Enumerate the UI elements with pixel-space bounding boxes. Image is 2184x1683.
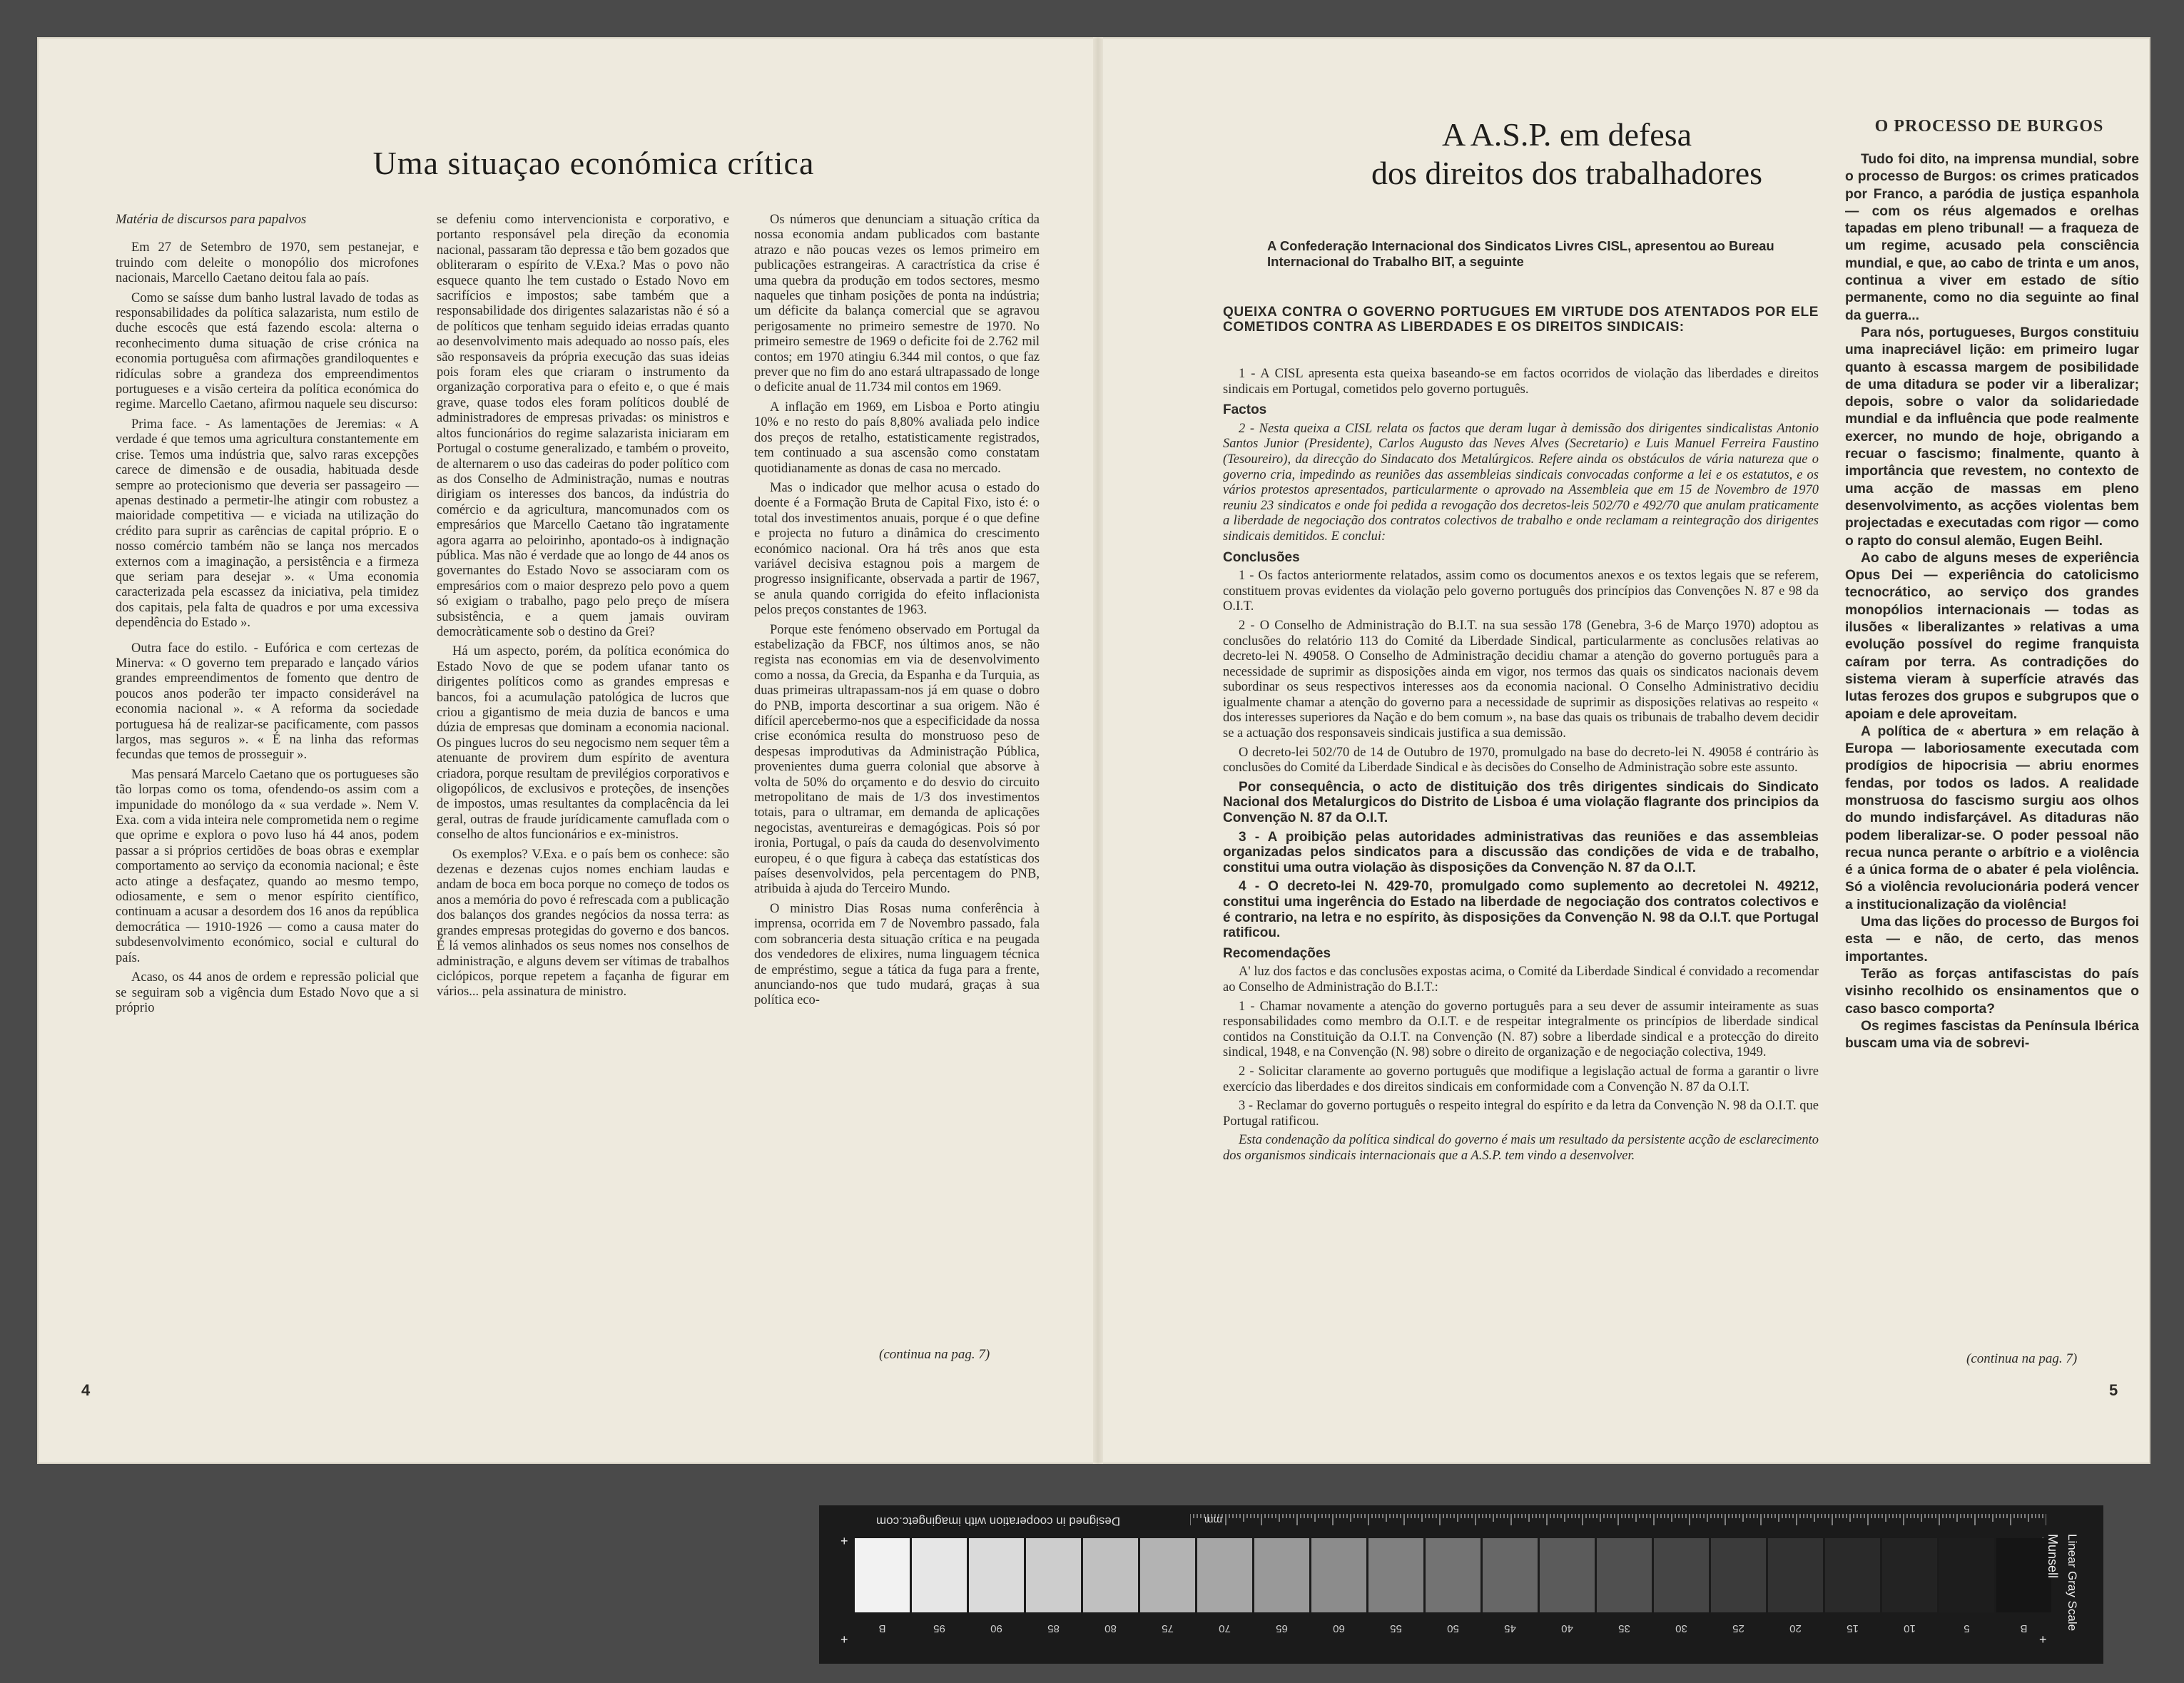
gray-swatch xyxy=(969,1538,1024,1612)
right-page xyxy=(1103,37,2150,1464)
paragraph: Os exemplos? V.Exa. e o país bem os conhece: são dezenas e dezenas cujos nomes enchiam laudas e andam de boca em boca porque no começo de todos os anos a memória do povo é refrescada com a publicação dos balanços dos grandes negócios da nossa terra: as grandes empresas protegidas do governo e dos bancos. É lá vemos alinhados os seus nomes nos conselhos de administração, e alguns devem ser vítimas de trabalhos ciclópicos, porque repetem a façanha de figurar em vários... pela assinatura de ministro. xyxy=(437,847,729,1000)
gray-swatch xyxy=(912,1538,967,1612)
swatch-label: 50 xyxy=(1447,1622,1459,1634)
paragraph: Esta condenação da política sindical do governo é mais um resultado da persistente acção de esclarecimento dos organismos sindicais internacionais que a A.S.P. tem vindo a desenvolver. xyxy=(1223,1133,1819,1163)
registration-mark: + xyxy=(840,1632,848,1647)
paragraph: 2 - Nesta queixa a CISL relata os factos que deram lugar à demissão dos dirigentes sindicalistas Antonio Santos Junior (Presidente), Carlos Augusto das Neves Alves (Secretario) e Luis Manuel Ferreira Faustino (Tesoureiro), da direcção do Sindacato dos Metalúrgicos. Refere ainda os obstáculos de vária natureza que o governo cria, impedindo as reuniões das assembleias sindicais convocadas conforme a lei e os estatutos, e os vários protestos apresentados, particularmente o aprovado na Assembleia que em 15 de Novembro de 1970 reuniu 23 sindicatos e onde foi pedida a revogação dos decretos-leis 502/70 e 492/70 que anulam praticamente a liberdade de negociação dos contratos colectivos de trabalho e onde reclamam a reintegração dos dirigentes sindicais demitidos. E conclui: xyxy=(1223,421,1819,544)
lede: Matéria de discursos para papalvos xyxy=(116,213,307,227)
swatch-label: 70 xyxy=(1219,1622,1231,1634)
left-page xyxy=(37,37,1093,1464)
section-heading: Conclusões xyxy=(1223,549,1300,565)
gray-swatch xyxy=(1254,1538,1309,1612)
title-line-2: dos direitos dos trabalhadores xyxy=(1371,155,1763,191)
paragraph: se defeniu como intervencionista e corporativo, e portanto responsável pela direção da economia nacional, passaram tão depressa e tão bem gozados que obliteraram o espírito de V.Exa.? Mas o povo não esquece quanto lhe tem custado o Estado Novo em sacrifícios e impostos; sabe também que a responsabilidade dos dirigentes salazaristas não é só a de políticos que tenham seguido ideias erradas quanto ao desenvolvimento mais adequado ao nosso país, eles são responsaveis da própria execução das suas ideias pois foram eles que criaram o instrumento da organização corporativa para o efeito e, o que é mais grave, quase todos eles foram políticos doublé de administradores de empresas privadas: os ministros e altos funcionários do regime salazarista iniciaram em Portugal o costume generalizado, e também o proveito, de alternarem o uso das cadeiras do poder político com as dos Conselho de Administração, numas e noutras dirigiam os interesses dos bancos, da indústria do comércio e da agricultura, mancomunados com os empresários que Marcello Caetano tão ingratamente agora agarra ao peloirinho, apontado-os à indignação pública. Mas não é verdade que ao longo de 44 anos os governantes do Estado Novo se associaram com os empresários com o maior desprezo pelo povo a quem só exigiam o trabalho, pago pelo preço de mísera subsistência, e a quem jamais ouviram democràticamente sob o destino da Grei? xyxy=(437,213,729,639)
swatch-label: 80 xyxy=(1104,1622,1117,1634)
paragraph: O ministro Dias Rosas numa conferência à imprensa, ocorrida em 7 de Novembro passado, fala com sobranceria desta situação crítica e na peugada dos vendedores de elixires, numa linguagem técnica de empréstimo, segue a tática da fuga para a frente, anunciando-nos que tudo mudará, graças à sua política eco- xyxy=(754,901,1040,1008)
gray-swatch xyxy=(1939,1538,1994,1612)
paragraph: Uma das lições do processo de Burgos foi esta — e não, de certo, das menos importantes. xyxy=(1845,915,2139,965)
bold-paragraph: Por consequência, o acto de distituição dos três dirigentes sindicais do Sindicato Nacional dos Metalurgicos do Distrito de Lisboa é uma violação flagrante dos principios da Convenção N. 87 da O.I.T. xyxy=(1223,779,1819,826)
paragraph: A política de « abertura » em relação à Europa — laboriosamente executada com prodígios de hipocrisia — abriu enormes fendas, por todos os lados. A realidade monstruosa do fascismo surgiu aos olhos do mundo indisfarçável. As ditaduras não podem liberalizar-se. O poder pessoal não recua nunca perante o arbítrio e a violência é a única forma de o abater é pela violência. Só a violência revolucionária poderá vencer a institucionalização da violência! xyxy=(1845,723,2139,912)
bold-paragraph: 3 - A proibição pelas autoridades administrativas das reuniões e das assembleias organizadas pelos sindicatos para a discussão das condições de vida e de trabalho, constitui uma outra violação às disposições da Convenção N. 87 da O.I.T. xyxy=(1223,829,1819,875)
paragraph: 1 - Chamar novamente a atenção do governo português para a seu dever de assumir inteiramente as suas responsabilidades como membro da O.I.T. e de respeitar integralmente os princípios de liberdade sindical contidos na Constituição da O.I.T. na Convenção (N. 87) sobre a liberdade sindical e a protecção do direito sindical, 1948, e na Convenção (N. 98) sobre o direito de organização e de negociação colectiva, 1949. xyxy=(1223,999,1819,1060)
sidebar-title: O PROCESSO DE BURGOS xyxy=(1874,117,2104,136)
gray-swatch xyxy=(1083,1538,1138,1612)
intro: A Confederação Internacional dos Sindicatos Livres CISL, apresentou ao Bureau Internacional do Trabalho BIT, a seguinte xyxy=(1267,238,1774,269)
column-1 xyxy=(116,213,419,1368)
paragraph: 3 - Reclamar do governo português o respeito integral do espírito e da letra da Convenção N. 98 da O.I.T. que Portugal ratificou. xyxy=(1223,1099,1819,1129)
gray-swatch xyxy=(855,1538,910,1612)
swatch-label: 55 xyxy=(1390,1622,1402,1634)
gray-swatch xyxy=(1597,1538,1652,1612)
munsell-brand xyxy=(2045,1534,2088,1655)
article-title xyxy=(1317,116,1817,193)
paragraph: Os regimes fascistas da Península Ibérica buscam uma via de sobrevi- xyxy=(1845,1018,2139,1052)
swatch-label: 65 xyxy=(1276,1622,1288,1634)
paragraph: Mas o indicador que melhor acusa o estado do doente é a Formação Bruta de Capital Fixo, isto é: o total dos investimentos anuais, porque é o que define e projecta no futuro a dinâmica do crescimento económico nacional. Ora há três anos que esta variável decisiva estagnou pois a margem de progresso insignificante, observada a partir de 1967, se anula quando corrigida do efeito inflacionista pelos preços constantes de 1963. xyxy=(754,480,1040,618)
paragraph: Como se saísse dum banho lustral lavado de todas as responsabilidades da política salazarista, num estilo de duche escocês que está fazendo escola: alterna o reconhecimento duma situação de crise crónica na economia portuguêsa com afirmações grandiloquentes e ridículas sobre a grandeza dos empreendimentos portugueses e a visão certeira da política económica do regime. Marcello Caetano, afirmou naquele seu discurso: xyxy=(116,290,419,412)
paragraph: 2 - Solicitar claramente ao governo português que modifique a legislação actual de forma a garantir o livre exercício das liberdades e dos direitos sindicais em conformidade com a Convenção N. 87 da O.I.T. xyxy=(1223,1064,1819,1094)
paragraph: Os números que denunciam a situação crítica da nossa economia andam publicados com bastante atrazo e não poucas vezes os lemos primeiro em publicações estrangeiras. A caractrística da crise é uma quebra da produção em todos sectores, mesmo naqueles que tinham posições de ponta na indústria; um déficite da balança comercial que se agravou perigosamente no primeiro semestre de 1970. No primeiro semestre de 1969 o deficite foi de 2.762 mil contos; em 1970 atingiu 6.344 mil contos, o que faz prever que no fim do ano estará ultrapassado de longe o deficite anual de 11.734 mil contos em 1969. xyxy=(754,213,1040,395)
gray-swatch xyxy=(1483,1538,1538,1612)
ruler-unit: mm xyxy=(1204,1514,1222,1526)
swatch-labels xyxy=(855,1622,2051,1634)
column-3 xyxy=(754,213,1040,1347)
magazine-spread xyxy=(37,37,2150,1464)
registration-mark: + xyxy=(2039,1632,2047,1647)
paragraph: Tudo foi dito, na imprensa mundial, sobre o processo de Burgos: os crimes praticados por Franco, a paródia de justiça espanhola — com os réus algemados e orelhas tapadas em pleno tribunal! — a fraqueza de um regime, acusado pela consciência mundial, e que, ao cabo de trinta e um anos, continua a viver em estado de sítio permanente, como no dia seguinte ao final da guerra... xyxy=(1845,152,2139,323)
center-fold xyxy=(1093,37,1103,1464)
gray-swatch xyxy=(1426,1538,1480,1612)
section-heading: Factos xyxy=(1223,402,1267,418)
article-title: Uma situaçao económica crítica xyxy=(372,145,815,181)
gray-swatch xyxy=(1882,1538,1937,1612)
gray-swatch xyxy=(1311,1538,1366,1612)
gray-swatch xyxy=(1654,1538,1709,1612)
swatch-label: 30 xyxy=(1675,1622,1687,1634)
gray-swatch xyxy=(1026,1538,1081,1612)
gray-swatch xyxy=(1996,1538,2051,1612)
swatch-label: 45 xyxy=(1504,1622,1516,1634)
section-heading: Recomendações xyxy=(1223,945,1331,961)
paragraph: Terão as forças antifascistas do país visinho recolhido os ensinamentos que o caso basco comporta? xyxy=(1845,966,2139,1017)
paragraph: A' luz dos factos e das conclusões expostas acima, o Comité da Liberdade Sindical é convidado a recomendar ao Conselho de Administração do B.I.T.: xyxy=(1223,965,1819,995)
swatch-label: 60 xyxy=(1333,1622,1345,1634)
paragraph: A inflação em 1969, em Lisboa e Porto atingiu 10% e no resto do país 8,80% avaliada pelo indice dos preços de retalho, estatisticamente registrados, tem continuado a sua ascensão como constatam quotidianamente as donas de casa no mercado. xyxy=(754,400,1040,476)
gray-swatch xyxy=(1540,1538,1595,1612)
registration-mark: + xyxy=(840,1534,848,1548)
paragraph: Acaso, os 44 anos de ordem e repressão policial que se seguiram sob a vigência dum Estado Novo que a si próprio xyxy=(116,970,419,1015)
paragraph: 1 - A CISL apresenta esta queixa baseando-se em factos ocorridos de violação das liberdades e direitos sindicais em Portugal, cometidos pelo governo português. xyxy=(1223,367,1819,397)
paragraph: Em 27 de Setembro de 1970, sem pestanejar, e truindo com deleite o monopólio dos microfones nacionais, Marcello Caetano deitou fala ao país. xyxy=(116,240,419,286)
column-2 xyxy=(437,213,729,1368)
swatch-label: B xyxy=(2020,1622,2028,1634)
paragraph: 2 - O Conselho de Administração do B.I.T. na sua sessão 178 (Genebra, 3-6 de Março 1970) adoptou as conclusões do relatório 113 do Comité da Liberdade Sindical, particularmente as conclusões relativas ao decreto-lei N. 49058. O Conselho de Administração decidiu chamar a atenção do governo português para a necessidade de suprimir as disposições ainda em vigor, nos termos das quais os sindicatos nacionais devem subordinar os seus respectivos interesses aos da economia nacional. O Conselho Administrativo decidiu igualmente chamar a atenção do governo para a necessidade de suprimir as disposições relativas ao respeito « dos interesses superiores da Nação e do bem comum », na base das quais os tribunais de trabalho devem decidir se a actuação dos responsaveis sindicais justifica a sua demissão. xyxy=(1223,618,1819,741)
paragraph: Outra face do estilo. - Eufórica e com certezas de Minerva: « O governo tem preparado e lançado vários grandes empreendimentos de fomento que dentro de poucos anos poderão ter impacto considerável na economia nacional ». « A reforma da sociedade portuguesa há de realizar-se pacificamente, com passos largos, mas seguros ». « É na linha das reformas fecundas que temos de prosseguir ». xyxy=(116,641,419,763)
title-line-1: A A.S.P. em defesa xyxy=(1441,116,1692,153)
bold-paragraph: 4 - O decreto-lei N. 429-70, promulgado como suplemento ao decretolei N. 49212, constitui uma ingerência do Estado na liberdade de negociação dos contratos colectivos e é contrario, na letra e no espírito, às disposições da Convenção N. 98 da O.I.T. que Portugal ratificou. xyxy=(1223,879,1819,941)
complaint-body xyxy=(1223,367,1819,1168)
paragraph: Mas pensará Marcelo Caetano que os portugueses são tão lorpas como os toma, ofendendo-os assim com a impunidade do monólogo da « sua verdade ». Nem V. Exa. com a vida inteira nele comprometida nem o regime que oprime e explora o povo luso há 44 anos, podem passar a si próprios certidões de boas obras e exemplar comportamento ao serviço da economia nacional; e êste acto atinge a desfaçatez, quando ao mesmo tempo, odiosamente, e sem o menor espírito científico, continuam a acusar a desordem dos 16 anos da república democrática — 1910-1926 — como a causa mater do subdesenvolvimento económico, social e cultural do país. xyxy=(116,767,419,965)
continued-note: (continua na pag. 7) xyxy=(1966,1351,2078,1366)
swatch-label: 5 xyxy=(1964,1622,1970,1634)
complaint-heading: QUEIXA CONTRA O GOVERNO PORTUGUES EM VIRTUDE DOS ATENTADOS POR ELE COMETIDOS CONTRA AS LIBERDADES E OS DIREITOS SINDICAIS: xyxy=(1223,305,1819,335)
paragraph: Para nós, portugueses, Burgos constituiu uma inapreciável lição: em primeiro lugar quanto à escassa margem de posibilidade de uma ditadura se poder vir a liberalizar; depois, sobre o valor da solidariedade mundial e da influência que pode realmente exercer, no mundo de hoje, obrigando a recuar o fascismo; finalmente, quanto à importância que revestem, no contexto de uma acção de massas em pleno desenvolvimento, as acções violentas bem projectadas e executadas com rigor — como o rapto do consul alemão, Eugen Beihl. xyxy=(1845,325,2139,549)
gray-swatch xyxy=(1197,1538,1252,1612)
paragraph: Ao cabo de alguns meses de experiência Opus Dei — experiência do catolicismo tecnocrático, ao serviço dos grandes monopólios internacionais — todas as ilusões « liberalizantes » relativas a uma evolução possível do regime franquista caíram por terra. As contradições do sistema vieram à superfície através das lutas ferozes dos grupos e subgrupos que o apoiam e dele aproveitam. xyxy=(1845,550,2139,722)
gray-scale-card xyxy=(819,1505,2103,1664)
continued-note: (continua na pag. 7) xyxy=(879,1347,990,1362)
brand-name: Munsell xyxy=(2046,1534,2060,1579)
scale-name: Linear Gray Scale xyxy=(2066,1534,2079,1632)
swatch-label: 35 xyxy=(1618,1622,1630,1634)
page-number: 4 xyxy=(81,1381,91,1399)
gray-swatch xyxy=(1768,1538,1823,1612)
swatch-label: 40 xyxy=(1561,1622,1573,1634)
designed-credit: Designed in cooperation with imagingetc.com xyxy=(876,1515,1121,1528)
swatch-label: 90 xyxy=(990,1622,1002,1634)
swatch-label: 20 xyxy=(1789,1622,1802,1634)
page-number: 5 xyxy=(2109,1381,2118,1399)
swatch-label: 15 xyxy=(1847,1622,1859,1634)
swatch-label: 25 xyxy=(1732,1622,1744,1634)
paragraph: 1 - Os factos anteriormente relatados, assim como os documentos anexos e os textos legais que se referem, constituem provas evidentes da violação pelo governo português dos princípios das Convenções N. 87 e 98 da O.I.T. xyxy=(1223,569,1819,614)
paragraph: O decreto-lei 502/70 de 14 de Outubro de 1970, promulgado na base do decreto-lei N. 49058 é contrário às conclusões do Comité da Liberdade Sindical e às decisões do Conselho de Administração sobre este assunto. xyxy=(1223,745,1819,776)
swatch-label: 10 xyxy=(1904,1622,1916,1634)
gray-swatch xyxy=(1711,1538,1766,1612)
gray-swatches xyxy=(855,1538,2051,1612)
paragraph: Há um aspecto, porém, da política económica do Estado Novo de que se podem ufanar tanto os dirigentes políticos como as grandes empresas e bancos, foi a acumulação patológica de lucros que criou a gigantismo de meia duzia de bancos e uma dúzia de empresas que dominam a economia nacional. Os pingues lucros do seu negocismo nem sequer têm a atenuante de provirem dum espírito de aventura criadora, porque resultam de previlégios corporativos e oligopólicos, de exclusivos e proteções, de insenções de impostos, umas resultantes da complacência da lei geral, outras de fraude jurídicamente camuflada com o conselho de altos funcionários e ex-ministros. xyxy=(437,644,729,843)
paragraph: Porque este fenómeno observado em Portugal da estabelização da FBCF, nos últimos anos, se não regista nas economias em via de desenvolvimento como a nossa, da Grecia, da Espanha e da Turquia, as duas primeiras ultrapassam-nos já em quase o dobro do PNB, importa descortinar a sua origem. Não é difícil apercebermo-nos que a especificidade da nossa crise económica resulta do monstruoso peso de despesas improdutivas da Administração Pública, provenientes duma guerra colonial que absorve à volta de 50% do orçamento e do desvio do circuito metropolitano de mais de 1/3 dos investimentos totais, para o ultramar, em demanda de aplicações negocistas, aventureiras e demagógicas. Pois só por ironia, Portugal, o país da cauda do desenvolvimento europeu, é o que figura à cabeça das estatísticas dos países desenvolvidos, pela percentagem do PNB, atribuida à ajuda do Terceiro Mundo. xyxy=(754,622,1040,897)
gray-swatch xyxy=(1825,1538,1880,1612)
gray-swatch xyxy=(1368,1538,1423,1612)
ruler xyxy=(1190,1514,2046,1527)
swatch-label: 95 xyxy=(933,1622,945,1634)
swatch-label: 85 xyxy=(1047,1622,1060,1634)
swatch-label: 75 xyxy=(1162,1622,1174,1634)
gray-swatch xyxy=(1140,1538,1195,1612)
paragraph: Prima face. - As lamentações de Jeremias: « A verdade é que temos uma agricultura constantemente em crise. Temos uma indústria que, salvo raras excepções carece de dimensão e de ousadia, habituada desde sempre ao protecionismo que deveria ser passageiro — apenas destinado a permetir-lhe atingir com robustez a maioridade competitiva — e viciada na utilização do crédito para suprir as carências de capital próprio. E o nosso comércio também não se lança nos mercados externos com a imaginação, a persistência e a firmeza que seriam para desejar ». « Uma economia caracterizada pela escassez da iniciativa, pela timidez dos capitais, pela falta de quadros e por uma excessiva dependência do Estado ». xyxy=(116,417,419,631)
sidebar-column xyxy=(1845,151,2139,1350)
swatch-label: B xyxy=(878,1622,886,1634)
